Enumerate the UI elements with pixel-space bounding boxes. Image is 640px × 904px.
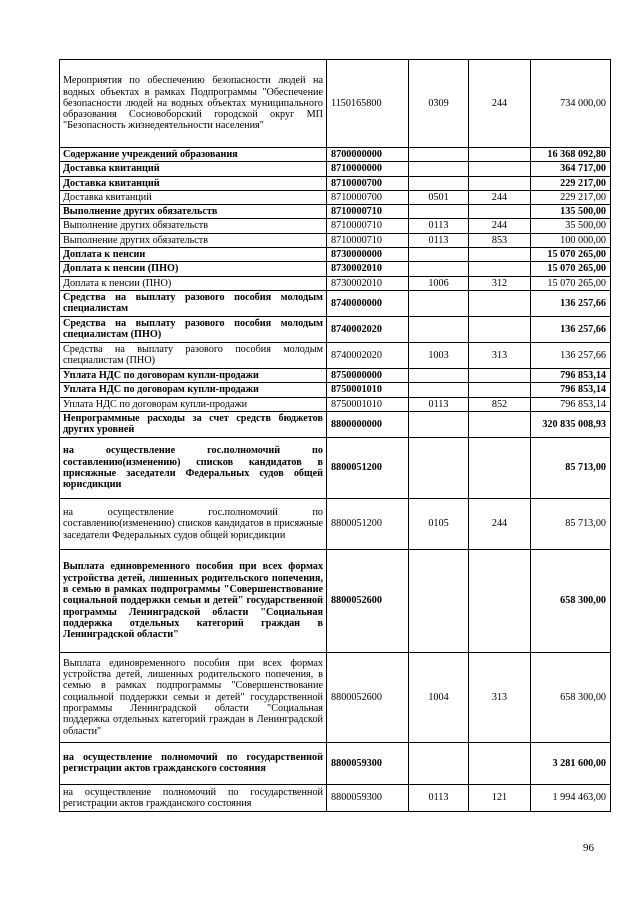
row-target-code: 8710000710 xyxy=(327,219,409,233)
table-row xyxy=(60,383,611,397)
table-row xyxy=(60,176,611,190)
row-target-code: 8750001010 xyxy=(327,397,409,411)
row-expense-type: 121 xyxy=(469,784,531,811)
row-amount: 136 257,66 xyxy=(531,342,611,368)
table-row xyxy=(60,397,611,411)
row-amount: 658 300,00 xyxy=(531,652,611,742)
row-target-code: 8730002010 xyxy=(327,262,409,276)
row-description: на осуществление гос.полномочий по составлению(изменению) списков кандидатов в присяжные заседатели Федеральных судов общей юрисдикции xyxy=(60,498,327,549)
row-target-code: 8710000700 xyxy=(327,176,409,190)
table-row xyxy=(60,60,611,148)
row-description: Выполнение других обязательств xyxy=(60,219,327,233)
row-expense-type xyxy=(469,549,531,652)
row-target-code: 8800051200 xyxy=(327,498,409,549)
document-page xyxy=(59,59,611,812)
row-section-code: 1004 xyxy=(409,652,469,742)
row-description: Средства на выплату разового пособия молодым специалистам (ПНО) xyxy=(60,316,327,342)
row-target-code: 8800051200 xyxy=(327,437,409,498)
row-section-code xyxy=(409,549,469,652)
row-target-code: 8800052600 xyxy=(327,652,409,742)
table-row xyxy=(60,411,611,437)
row-amount: 1 994 463,00 xyxy=(531,784,611,811)
row-section-code xyxy=(409,411,469,437)
row-expense-type: 313 xyxy=(469,652,531,742)
table-row xyxy=(60,290,611,316)
row-expense-type: 313 xyxy=(469,342,531,368)
row-target-code: 8730000000 xyxy=(327,248,409,262)
row-expense-type xyxy=(469,742,531,784)
row-amount: 229 217,00 xyxy=(531,190,611,204)
row-target-code: 8750000000 xyxy=(327,368,409,382)
table-row xyxy=(60,262,611,276)
row-amount: 796 853,14 xyxy=(531,397,611,411)
row-expense-type: 244 xyxy=(469,219,531,233)
row-description: на осуществление полномочий по государственной регистрации актов гражданского состояния xyxy=(60,784,327,811)
row-section-code xyxy=(409,437,469,498)
row-description: Уплата НДС по договорам купли-продажи xyxy=(60,368,327,382)
table-row xyxy=(60,498,611,549)
row-amount: 229 217,00 xyxy=(531,176,611,190)
row-target-code: 8710000700 xyxy=(327,190,409,204)
row-expense-type xyxy=(469,383,531,397)
table-row xyxy=(60,437,611,498)
table-row xyxy=(60,162,611,176)
row-section-code xyxy=(409,205,469,219)
row-description: Доплата к пенсии (ПНО) xyxy=(60,276,327,290)
row-description: Уплата НДС по договорам купли-продажи xyxy=(60,383,327,397)
row-description: Выполнение других обязательств xyxy=(60,205,327,219)
row-target-code: 8710000710 xyxy=(327,233,409,247)
row-section-code xyxy=(409,742,469,784)
row-description: Выполнение других обязательств xyxy=(60,233,327,247)
row-section-code: 0113 xyxy=(409,233,469,247)
row-amount: 796 853,14 xyxy=(531,383,611,397)
row-expense-type xyxy=(469,437,531,498)
page-number: 96 xyxy=(583,842,594,854)
row-amount: 796 853,14 xyxy=(531,368,611,382)
table-row xyxy=(60,652,611,742)
table-row xyxy=(60,316,611,342)
row-expense-type xyxy=(469,162,531,176)
row-amount: 35 500,00 xyxy=(531,219,611,233)
table-row xyxy=(60,233,611,247)
row-expense-type: 244 xyxy=(469,190,531,204)
row-amount: 16 368 092,80 xyxy=(531,148,611,162)
row-target-code: 8730002010 xyxy=(327,276,409,290)
row-section-code xyxy=(409,148,469,162)
row-target-code: 8800052600 xyxy=(327,549,409,652)
row-section-code: 1003 xyxy=(409,342,469,368)
row-section-code: 0105 xyxy=(409,498,469,549)
row-description: Доставка квитанций xyxy=(60,162,327,176)
row-amount: 658 300,00 xyxy=(531,549,611,652)
table-row xyxy=(60,219,611,233)
table-row xyxy=(60,248,611,262)
budget-table-body xyxy=(60,60,611,812)
row-expense-type xyxy=(469,205,531,219)
table-row xyxy=(60,190,611,204)
row-description: Непрограммные расходы за счет средств бюджетов других уровней xyxy=(60,411,327,437)
row-section-code: 1006 xyxy=(409,276,469,290)
row-description: Доставка квитанций xyxy=(60,190,327,204)
row-amount: 15 070 265,00 xyxy=(531,248,611,262)
row-section-code xyxy=(409,176,469,190)
row-description: на осуществление гос.полномочий по составлению(изменению) списков кандидатов в присяжные заседатели Федеральных судов общей юрисдикции xyxy=(60,437,327,498)
table-row xyxy=(60,342,611,368)
row-target-code: 8700000000 xyxy=(327,148,409,162)
row-amount: 734 000,00 xyxy=(531,60,611,148)
row-target-code: 8750001010 xyxy=(327,383,409,397)
row-amount: 15 070 265,00 xyxy=(531,262,611,276)
row-section-code: 0501 xyxy=(409,190,469,204)
row-expense-type: 312 xyxy=(469,276,531,290)
row-target-code: 1150165800 xyxy=(327,60,409,148)
row-expense-type xyxy=(469,316,531,342)
row-target-code: 8740002020 xyxy=(327,316,409,342)
row-expense-type xyxy=(469,368,531,382)
row-section-code xyxy=(409,248,469,262)
row-expense-type xyxy=(469,262,531,276)
row-description: Доплата к пенсии (ПНО) xyxy=(60,262,327,276)
row-expense-type: 853 xyxy=(469,233,531,247)
table-row xyxy=(60,205,611,219)
row-description: Выплата единовременного пособия при всех формах устройства детей, лишенных родительского попечения, в семью в рамках подпрограммы "Совершенствование социальной поддержки семьи и детей" государственной программы Ленинградской области "Социальная поддержка отдельных категорий граждан в Ленинградской области" xyxy=(60,652,327,742)
row-section-code xyxy=(409,162,469,176)
row-amount: 100 000,00 xyxy=(531,233,611,247)
row-amount: 3 281 600,00 xyxy=(531,742,611,784)
row-target-code: 8800059300 xyxy=(327,742,409,784)
table-row xyxy=(60,549,611,652)
row-amount: 135 500,00 xyxy=(531,205,611,219)
row-description: Доставка квитанций xyxy=(60,176,327,190)
table-row xyxy=(60,276,611,290)
row-section-code xyxy=(409,368,469,382)
row-section-code xyxy=(409,383,469,397)
row-amount: 136 257,66 xyxy=(531,290,611,316)
row-description: Средства на выплату разового пособия молодым специалистам xyxy=(60,290,327,316)
row-expense-type xyxy=(469,176,531,190)
row-target-code: 8710000000 xyxy=(327,162,409,176)
budget-table xyxy=(59,59,611,812)
row-target-code: 8800000000 xyxy=(327,411,409,437)
table-row xyxy=(60,742,611,784)
row-amount: 15 070 265,00 xyxy=(531,276,611,290)
row-description: Средства на выплату разового пособия молодым специалистам (ПНО) xyxy=(60,342,327,368)
row-expense-type xyxy=(469,290,531,316)
row-section-code: 0113 xyxy=(409,397,469,411)
row-description: на осуществление полномочий по государственной регистрации актов гражданского состояния xyxy=(60,742,327,784)
row-target-code: 8800059300 xyxy=(327,784,409,811)
table-row xyxy=(60,784,611,811)
row-target-code: 8710000710 xyxy=(327,205,409,219)
row-section-code: 0113 xyxy=(409,784,469,811)
table-row xyxy=(60,148,611,162)
row-amount: 85 713,00 xyxy=(531,498,611,549)
row-expense-type xyxy=(469,248,531,262)
row-target-code: 8740000000 xyxy=(327,290,409,316)
row-section-code xyxy=(409,262,469,276)
row-amount: 85 713,00 xyxy=(531,437,611,498)
row-expense-type: 244 xyxy=(469,60,531,148)
row-expense-type: 244 xyxy=(469,498,531,549)
row-expense-type: 852 xyxy=(469,397,531,411)
row-amount: 364 717,00 xyxy=(531,162,611,176)
table-row xyxy=(60,368,611,382)
row-expense-type xyxy=(469,148,531,162)
row-amount: 136 257,66 xyxy=(531,316,611,342)
row-description: Доплата к пенсии xyxy=(60,248,327,262)
row-section-code: 0309 xyxy=(409,60,469,148)
row-description: Содержание учреждений образования xyxy=(60,148,327,162)
row-section-code xyxy=(409,316,469,342)
row-description: Мероприятия по обеспечению безопасности людей на водных объектах в рамках Подпрограммы "Обеспечение безопасности людей на водных объектах муниципального образования Сосновоборский городской округ МП "Безопасность жизнедеятельности населения" xyxy=(60,60,327,148)
row-section-code: 0113 xyxy=(409,219,469,233)
row-description: Уплата НДС по договорам купли-продажи xyxy=(60,397,327,411)
row-amount: 320 835 008,93 xyxy=(531,411,611,437)
row-target-code: 8740002020 xyxy=(327,342,409,368)
row-section-code xyxy=(409,290,469,316)
row-expense-type xyxy=(469,411,531,437)
row-description: Выплата единовременного пособия при всех формах устройства детей, лишенных родительского попечения, в семью в рамках подпрограммы "Совершенствование социальной поддержки семьи и детей" государственной программы Ленинградской области "Социальная поддержка отдельных категорий граждан в Ленинградской области" xyxy=(60,549,327,652)
